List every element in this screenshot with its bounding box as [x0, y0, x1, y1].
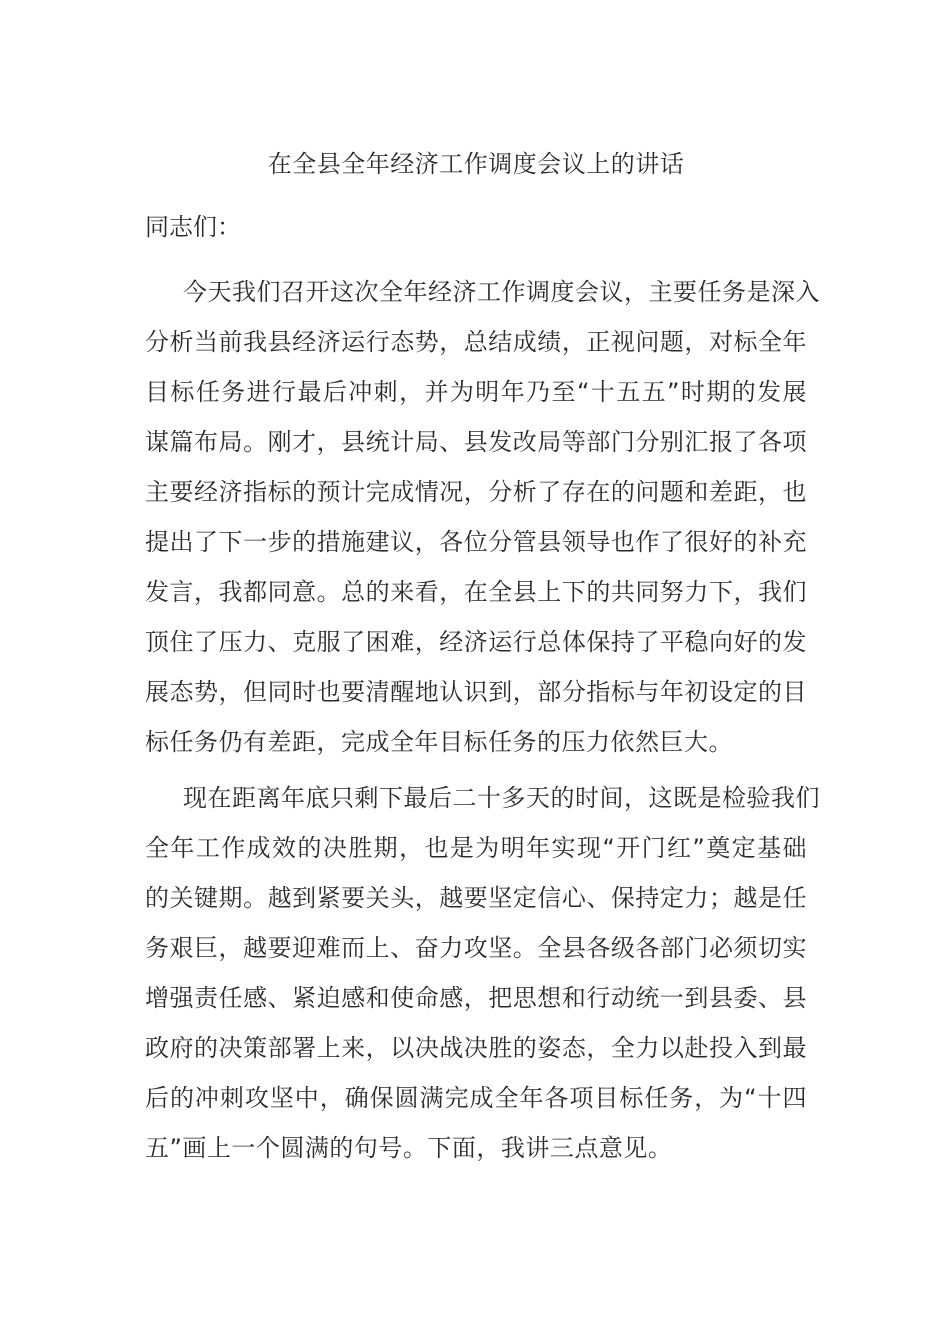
paragraph-line: 谋篇布局。刚才，县统计局、县发改局等部门分别汇报了各项 — [145, 428, 807, 456]
paragraph-line: 提出了下一步的措施建议，各位分管县领导也作了很好的补充 — [145, 528, 807, 556]
paragraph-1 — [145, 274, 820, 774]
paragraph-line: 五”画上一个圆满的句号。下面，我讲三点意见。 — [145, 1134, 673, 1162]
paragraph-line: 全年工作成效的决胜期，也是为明年实现“开门红”奠定基础 — [145, 834, 807, 862]
paragraph-line: 的关键期。越到紧要关头，越要坚定信心、保持定力；越是任 — [145, 884, 807, 912]
salutation: 同志们： — [145, 213, 241, 241]
paragraph-line: 分析当前我县经济运行态势，总结成绩，正视问题，对标全年 — [145, 328, 807, 356]
paragraph-line: 顶住了压力、克服了困难，经济运行总体保持了平稳向好的发 — [145, 628, 807, 656]
paragraph-line: 主要经济指标的预计完成情况，分析了存在的问题和差距，也 — [145, 478, 807, 506]
document-title: 在全县全年经济工作调度会议上的讲话 — [267, 150, 685, 178]
paragraph-line: 展态势，但同时也要清醒地认识到，部分指标与年初设定的目 — [145, 678, 807, 706]
paragraph-line: 标任务仍有差距，完成全年目标任务的压力依然巨大。 — [145, 728, 733, 756]
paragraph-line: 今天我们召开这次全年经济工作调度会议，主要任务是深入 — [183, 278, 820, 306]
paragraph-line: 现在距离年底只剩下最后二十多天的时间，这既是检验我们 — [183, 784, 820, 812]
paragraph-line: 目标任务进行最后冲刺，并为明年乃至“十五五”时期的发展 — [145, 378, 807, 406]
paragraph-line: 后的冲刺攻坚中，确保圆满完成全年各项目标任务，为“十四 — [145, 1084, 807, 1112]
paragraph-line: 政府的决策部署上来，以决战决胜的姿态，全力以赴投入到最 — [145, 1034, 807, 1062]
paragraph-line: 务艰巨，越要迎难而上、奋力攻坚。全县各级各部门必须切实 — [145, 934, 807, 962]
paragraph-line: 发言，我都同意。总的来看，在全县上下的共同努力下，我们 — [145, 578, 807, 606]
paragraph-line: 增强责任感、紧迫感和使命感，把思想和行动统一到县委、县 — [145, 984, 807, 1012]
paragraph-2 — [145, 780, 820, 1180]
